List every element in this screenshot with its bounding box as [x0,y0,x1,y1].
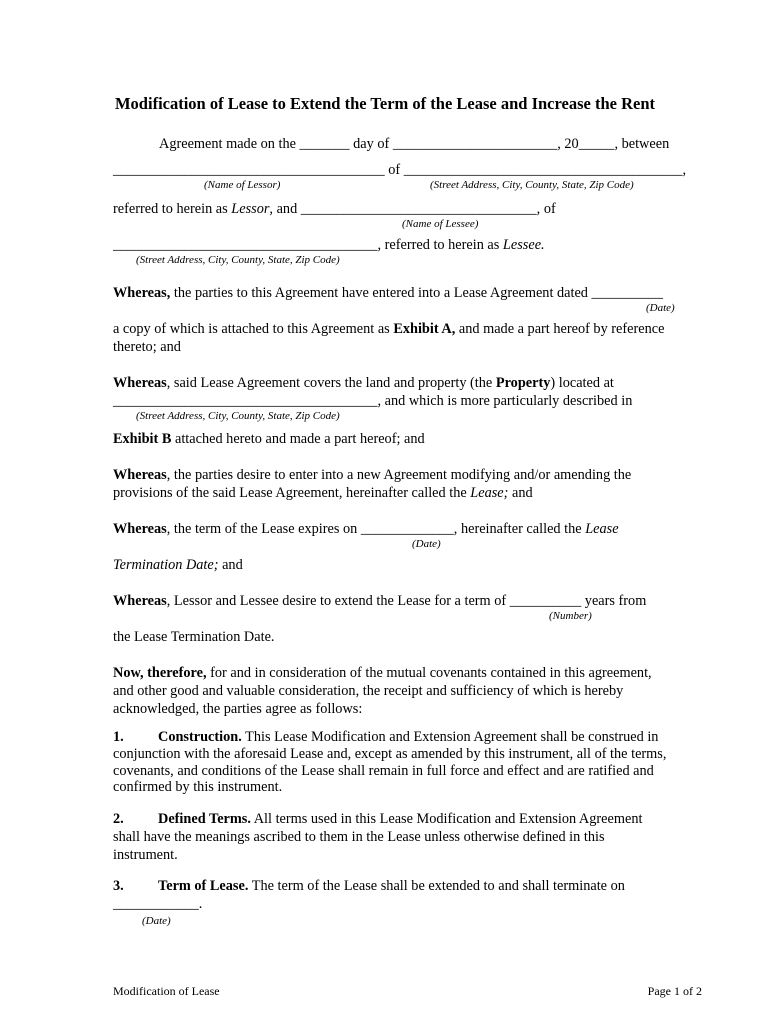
section-1-heading: Construction. [158,729,242,745]
caption-name-of-lessor: (Name of Lessor) [204,179,281,191]
whereas-4-text: , the term of the Lease expires on _____________, hereinafter called the [166,521,586,537]
whereas-1-label: Whereas, [113,285,171,301]
intro-line-3-b: , and _________________________________, of [269,201,556,217]
section-2-text: All terms used in this Lease Modification and Extension Agreement [250,811,643,827]
section-3-number: 3. [113,878,124,894]
whereas-5-label: Whereas [113,593,167,609]
section-1-line-2: conjunction with the aforesaid Lease and, except as amended by this instrument, all of the terms, [113,746,667,762]
whereas-4-line-1 [113,520,619,538]
whereas-1-line-2 [113,320,664,338]
section-3-heading: Term of Lease. [158,878,249,894]
intro-line-4 [113,236,545,254]
document-title: Modification of Lease to Extend the Term of the Lease and Increase the Rent [114,94,656,113]
now-therefore-line-1 [113,664,652,682]
caption-property-address: (Street Address, City, County, State, Zip Code) [136,410,340,422]
whereas-5-line-1 [113,592,646,610]
section-1-text: This Lease Modification and Extension Agreement shall be construed in [241,729,659,745]
whereas-2-line-1 [113,374,614,392]
section-2-number: 2. [113,811,124,827]
whereas-4-label: Whereas [113,521,167,537]
now-therefore-line-2: and other good and valuable consideration, the receipt and sufficiency of which is hereby [113,683,624,699]
intro-line-3-a: referred to herein as [113,201,232,217]
section-2-line-2: shall have the meanings ascribed to them in the Lease unless otherwise defined in this [113,829,605,845]
section-3-line-1 [113,877,625,895]
caption-lessor-address: (Street Address, City, County, State, Zip Code) [430,179,634,191]
whereas-3-label: Whereas [113,467,167,483]
whereas-3-line-2 [113,484,533,502]
section-1-number: 1. [113,729,124,745]
term-lease: Lease; [470,485,509,501]
caption-lessee-address: (Street Address, City, County, State, Zip Code) [136,254,340,266]
whereas-2-line-2: _____________________________________, and which is more particularly described in [113,393,633,409]
caption-expiry-date: (Date) [412,538,441,550]
term-property: Property [495,375,551,391]
section-3-text: The term of the Lease shall be extended to and shall terminate on [248,878,625,894]
term-lessor: Lessor [231,201,270,217]
section-2-line-1 [113,810,642,828]
whereas-1-line-2-a: a copy of which is attached to this Agreement as [113,321,394,337]
caption-name-of-lessee: (Name of Lessee) [402,218,479,230]
now-therefore-label: Now, therefore, [113,665,207,681]
whereas-5-text: , Lessor and Lessee desire to extend the Lease for a term of __________ years from [166,593,647,609]
caption-termination-date: (Date) [142,915,171,927]
section-1-line-4: confirmed by this instrument. [113,779,283,795]
term-lessee: Lessee. [502,237,545,253]
intro-line-2: ______________________________________ of _______________________________________, [113,162,687,178]
whereas-1-line-2-b: and made a part hereof by reference [455,321,665,337]
section-1-line-1 [113,728,658,746]
intro-line-1: Agreement made on the _______ day of _______________________, 20_____, between [159,136,670,152]
whereas-3-line-1 [113,466,631,484]
whereas-2-text-a: , said Lease Agreement covers the land and property (the [166,375,496,391]
whereas-1-text: the parties to this Agreement have entered into a Lease Agreement dated __________ [170,285,664,301]
now-therefore-text: for and in consideration of the mutual covenants contained in this agreement, [206,665,652,681]
whereas-4-line-2 [113,556,243,574]
exhibit-b-label: Exhibit B [113,431,172,447]
section-3-line-2: ____________. [113,896,203,912]
intro-line-3 [113,200,556,218]
term-lease-2: Lease [585,521,619,537]
section-2-line-3: instrument. [113,847,178,863]
whereas-2-text-b: ) located at [550,375,614,391]
whereas-3-text: , the parties desire to enter into a new Agreement modifying and/or amending the [166,467,632,483]
whereas-5-line-2: the Lease Termination Date. [113,629,275,645]
footer-page-number: Page 1 of 2 [647,984,702,998]
caption-lease-date: (Date) [646,302,675,314]
whereas-3-line-2-b: and [508,485,533,501]
now-therefore-line-3: acknowledged, the parties agree as follows: [113,701,363,717]
whereas-3-line-2-a: provisions of the said Lease Agreement, hereinafter called the [113,485,471,501]
whereas-2-line-3 [113,430,425,448]
whereas-2-line-3-text: attached hereto and made a part hereof; and [171,431,425,447]
section-2-heading: Defined Terms. [158,811,251,827]
whereas-1-line-3: thereto; and [113,339,181,355]
footer-document-name: Modification of Lease [113,984,220,998]
intro-line-4-a: _____________________________________, referred to herein as [113,237,503,253]
exhibit-a-label: Exhibit A, [393,321,456,337]
whereas-1-line-1 [113,284,663,302]
section-1-line-3: covenants, and conditions of the Lease shall remain in full force and effect and are ratified and [113,763,654,779]
caption-number-of-years: (Number) [549,610,592,622]
whereas-2-label: Whereas [113,375,167,391]
whereas-4-line-2-b: and [218,557,243,573]
term-termination-date: Termination Date; [113,557,219,573]
